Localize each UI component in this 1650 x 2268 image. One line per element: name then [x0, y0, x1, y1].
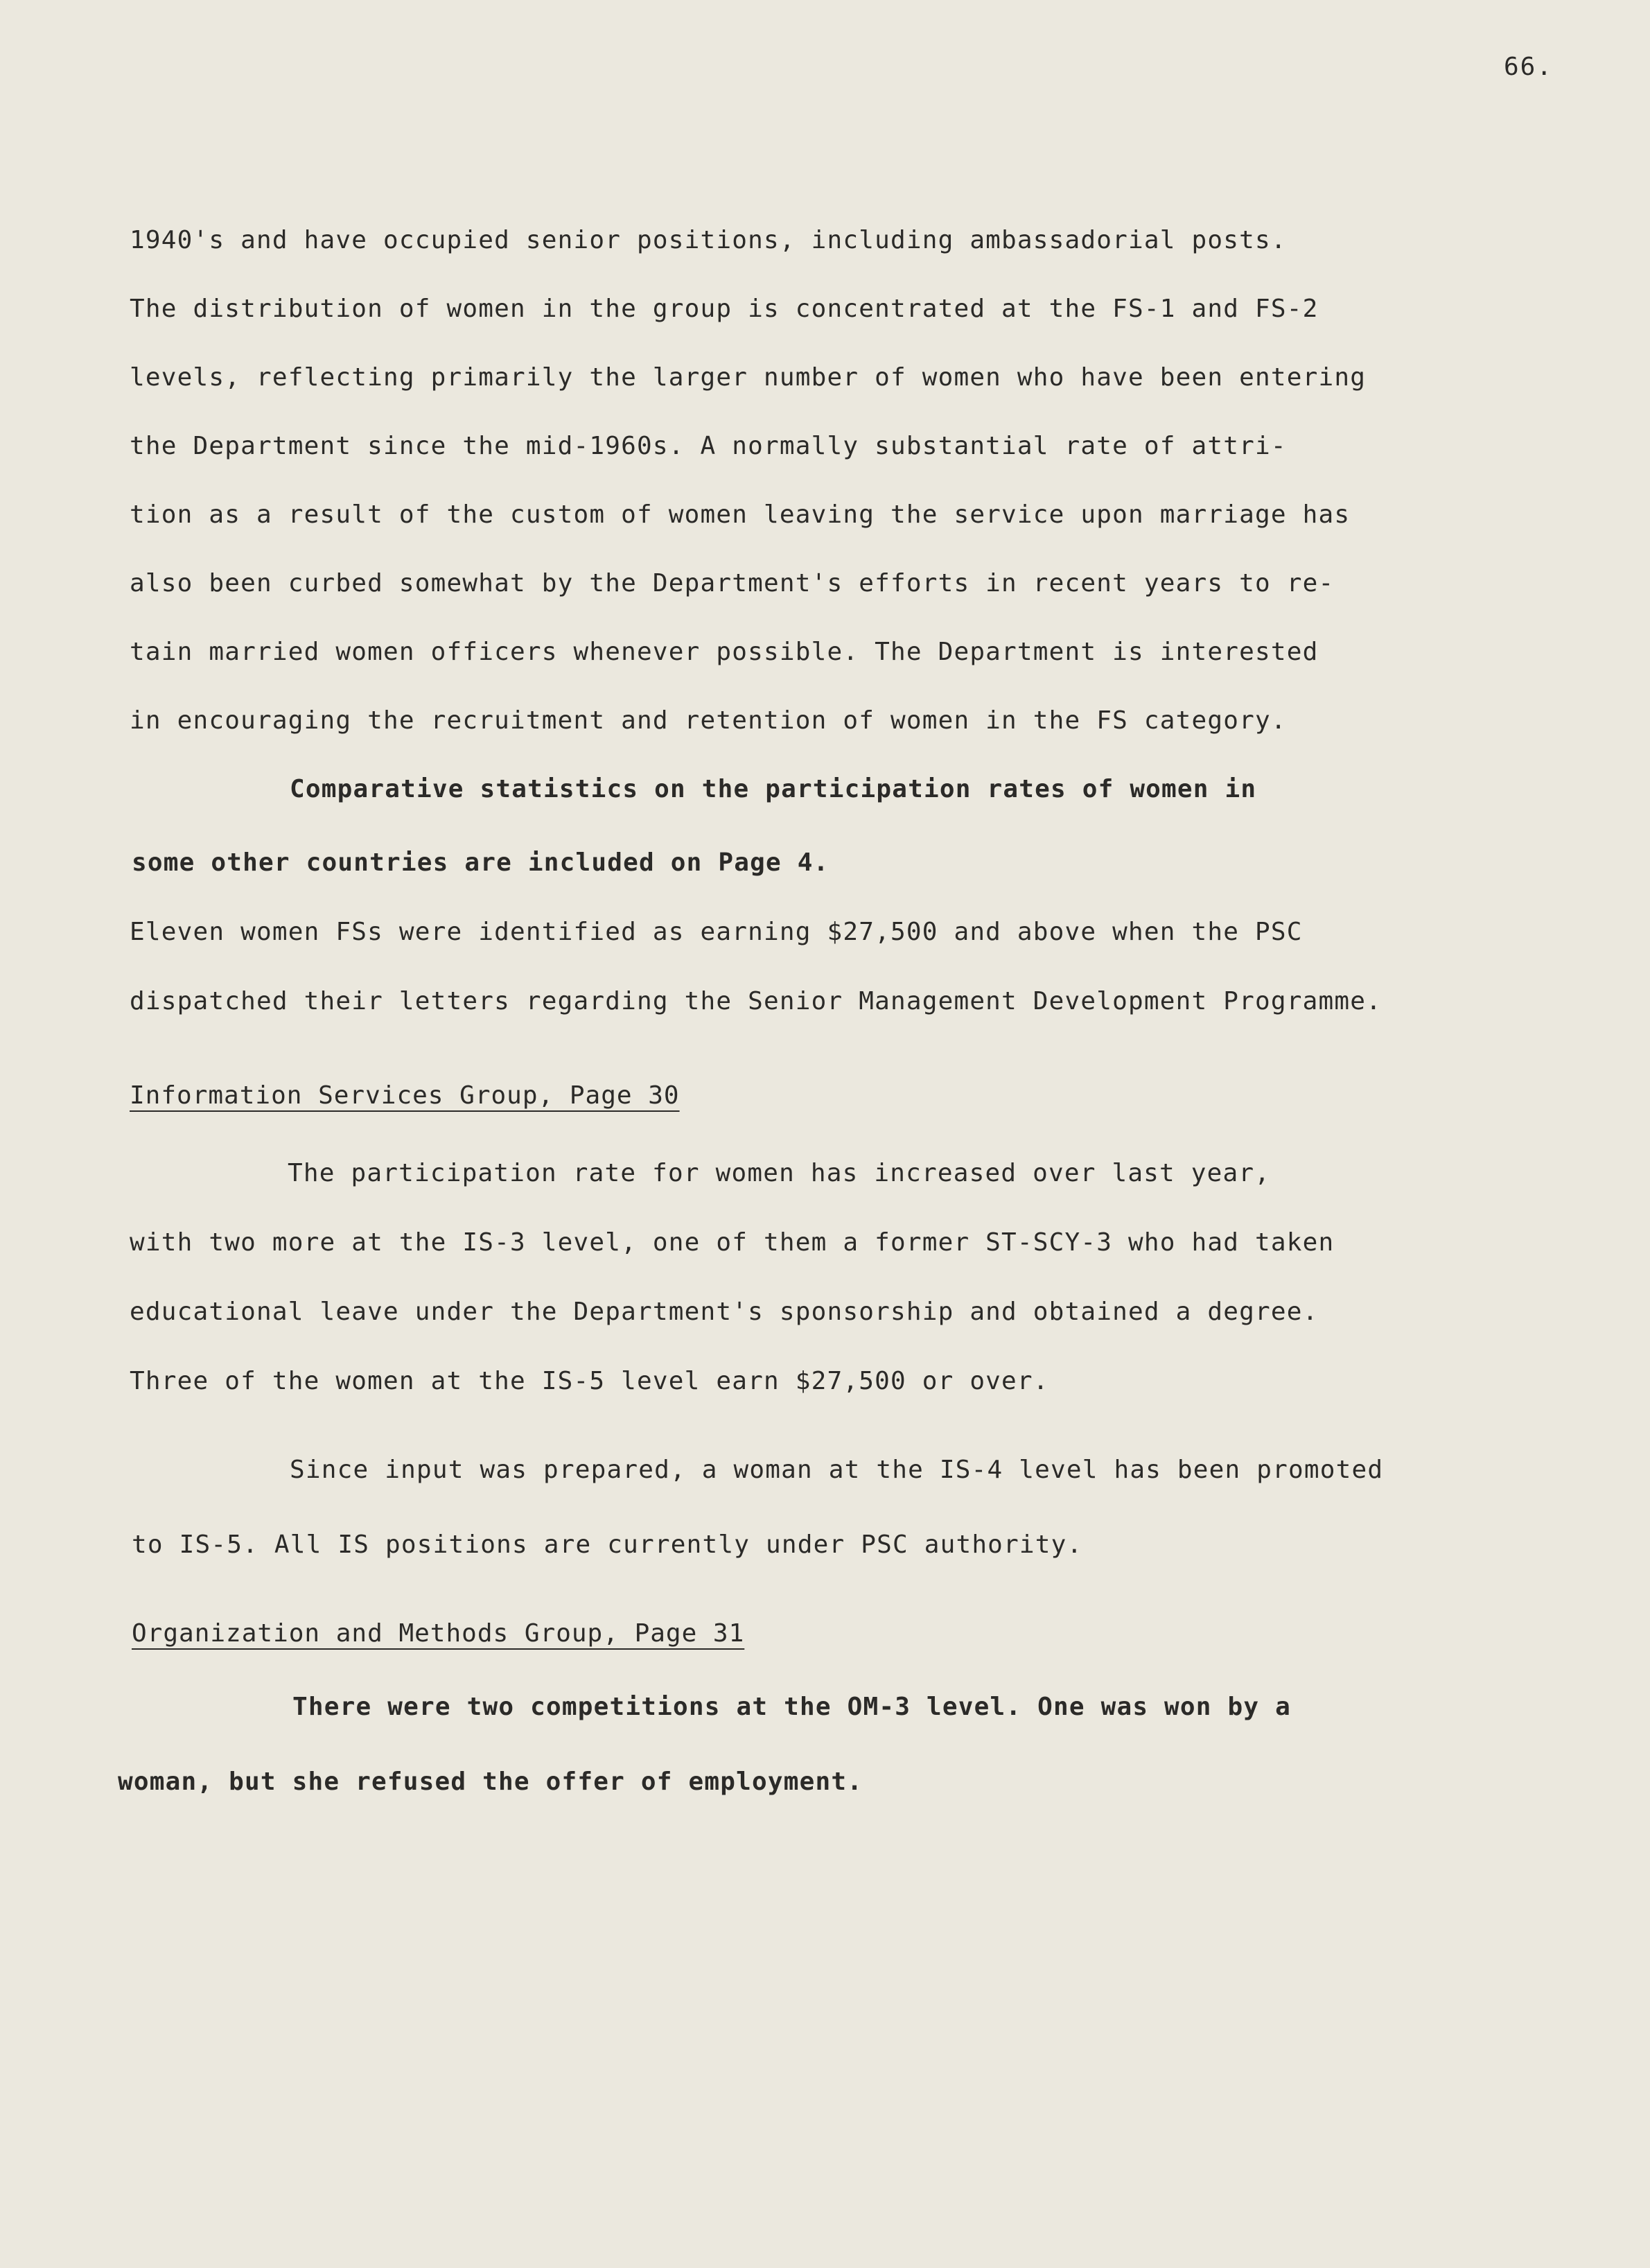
section-heading-organization-methods: Organization and Methods Group, Page 31: [132, 1619, 745, 1648]
text-line: Since input was prepared, a woman at the IS-4 level has been promoted: [290, 1456, 1384, 1484]
text-line: Three of the women at the IS-5 level earn $27,500 or over.: [130, 1367, 1049, 1395]
text-line: levels, reflecting primarily the larger number of women who have been entering: [130, 363, 1367, 392]
text-line: in encouraging the recruitment and retention of women in the FS category.: [130, 706, 1287, 735]
text-line: some other countries are included on Page 4.: [132, 848, 830, 877]
text-line: The distribution of women in the group is concentrated at the FS-1 and FS-2: [130, 295, 1319, 323]
text-line: 1940's and have occupied senior positions, including ambassadorial posts.: [130, 226, 1287, 254]
text-line: There were two competitions at the OM-3 level. One was won by a: [292, 1693, 1292, 1721]
text-line: the Department since the mid-1960s. A normally substantial rate of attri-: [130, 432, 1287, 460]
text-line: educational leave under the Department's sponsorship and obtained a degree.: [130, 1298, 1319, 1326]
section-heading-information-services: Information Services Group, Page 30: [130, 1081, 680, 1110]
text-line: to IS-5. All IS positions are currently under PSC authority.: [132, 1530, 1083, 1559]
text-line: tain married women officers whenever possible. The Department is interested: [130, 638, 1319, 666]
text-line: dispatched their letters regarding the Senior Management Development Programme.: [130, 987, 1383, 1015]
text-line: also been curbed somewhat by the Department's efforts in recent years to re-: [130, 569, 1335, 597]
page-number: 66.: [1504, 53, 1554, 81]
text-line: The participation rate for women has increased over last year,: [288, 1159, 1271, 1187]
text-line: with two more at the IS-3 level, one of them a former ST-SCY-3 who had taken: [130, 1228, 1335, 1257]
text-line: woman, but she refused the offer of employment.: [118, 1768, 863, 1796]
text-line: Eleven women FSs were identified as earning $27,500 and above when the PSC: [130, 918, 1303, 946]
text-line: tion as a result of the custom of women leaving the service upon marriage has: [130, 500, 1351, 529]
text-line: Comparative statistics on the participation rates of women in: [290, 775, 1257, 803]
